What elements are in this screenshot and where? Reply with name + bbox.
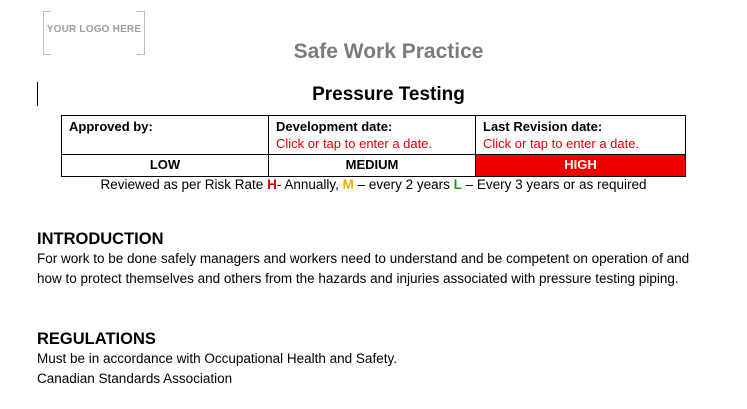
document-subtitle: Pressure Testing — [312, 84, 465, 105]
development-date-label: Development date: — [276, 119, 393, 134]
approval-table — [61, 115, 686, 177]
review-frequency-note — [0, 177, 747, 192]
revision-date-label: Last Revision date: — [483, 119, 603, 134]
review-m-text: – every 2 years — [353, 177, 454, 192]
review-prefix: Reviewed as per Risk Rate — [100, 177, 268, 192]
logo-text: YOUR LOGO HERE — [46, 24, 142, 35]
risk-high-cell[interactable]: HIGH — [476, 155, 686, 177]
risk-low-cell[interactable]: LOW — [62, 155, 269, 177]
review-l-letter: L — [453, 177, 462, 192]
review-l-text: – Every 3 years or as required — [461, 177, 647, 192]
review-m-letter: M — [342, 177, 354, 192]
approved-by-label: Approved by: — [69, 119, 153, 134]
introduction-body: For work to be done safely managers and workers need to understand and be competent on operation of and how to protect themselves and others from the hazards and injuries associated with pressure testing piping. — [37, 251, 690, 286]
regulations-heading: REGULATIONS — [37, 330, 156, 348]
regulations-line-2: Canadian Standards Association — [37, 371, 233, 386]
revision-date-picker[interactable]: Click or tap to enter a date. — [483, 136, 640, 151]
regulations-line-1: Must be in accordance with Occupational Health and Safety. — [37, 351, 397, 366]
regulations-section — [37, 329, 717, 389]
document-title: Safe Work Practice — [293, 40, 484, 63]
development-date-cell — [269, 116, 476, 155]
development-date-picker[interactable]: Click or tap to enter a date. — [276, 136, 433, 151]
review-h-letter: H — [267, 177, 277, 192]
review-h-text: - Annually, — [276, 177, 343, 192]
risk-medium-cell[interactable]: MEDIUM — [269, 155, 476, 177]
approved-by-cell[interactable] — [62, 116, 269, 155]
introduction-section — [37, 229, 717, 289]
revision-date-cell — [476, 116, 686, 155]
introduction-heading: INTRODUCTION — [37, 230, 164, 248]
